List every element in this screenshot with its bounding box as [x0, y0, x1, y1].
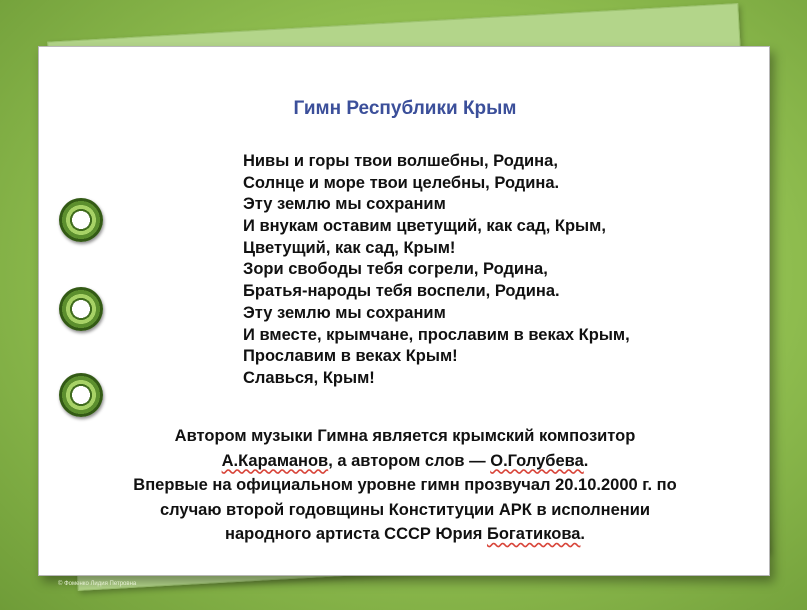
lyric-line: Славься, Крым!	[243, 368, 375, 387]
slide-title: Гимн Республики Крым	[293, 98, 517, 119]
lyric-line: Нивы и горы твои волшебны, Родина,	[243, 152, 558, 170]
performer-name: Богатикова	[486, 525, 581, 543]
anthem-info-paragraph	[110, 424, 700, 547]
composer-name: А.Караманов	[221, 451, 329, 470]
info-text: .	[583, 451, 589, 470]
lyric-line: И внукам оставим цветущий, как сад, Крым,	[243, 217, 606, 236]
info-text: народного артиста СССР Юрия	[224, 525, 487, 543]
lyricist-name: О.Голубева	[490, 451, 584, 470]
info-line	[110, 522, 700, 547]
anthem-lyrics	[243, 151, 683, 390]
copyright-footer: © Фоменко Лидия Петровна	[58, 581, 137, 587]
ring-bullet-icon	[59, 198, 103, 242]
ring-bullet-icon	[59, 373, 103, 417]
lyric-line: Братья-народы тебя воспели, Родина.	[243, 282, 560, 301]
lyric-line: Эту землю мы сохраним	[243, 303, 446, 322]
info-text: .	[580, 525, 586, 543]
info-line: Впервые на официальном уровне гимн прозвучал 20.10.2000 г. по	[133, 476, 677, 494]
info-line: случаю второй годовщины Конституции АРК в исполнении	[159, 500, 651, 519]
ring-bullet-icon	[59, 287, 103, 331]
info-line	[110, 449, 700, 474]
lyric-line: И вместе, крымчане, прославим в веках Крым,	[243, 325, 630, 344]
info-line: Автором музыки Гимна является крымский композитор	[174, 427, 636, 445]
lyric-line: Прославим в веках Крым!	[243, 347, 458, 366]
lyric-line: Солнце и море твои целебны, Родина.	[243, 173, 560, 192]
lyric-line: Цветущий, как сад, Крым!	[243, 238, 456, 257]
info-text: , а автором слов —	[328, 451, 491, 470]
lyric-line: Зори свободы тебя согрели, Родина,	[243, 260, 548, 279]
lyric-line: Эту землю мы сохраним	[243, 195, 446, 214]
